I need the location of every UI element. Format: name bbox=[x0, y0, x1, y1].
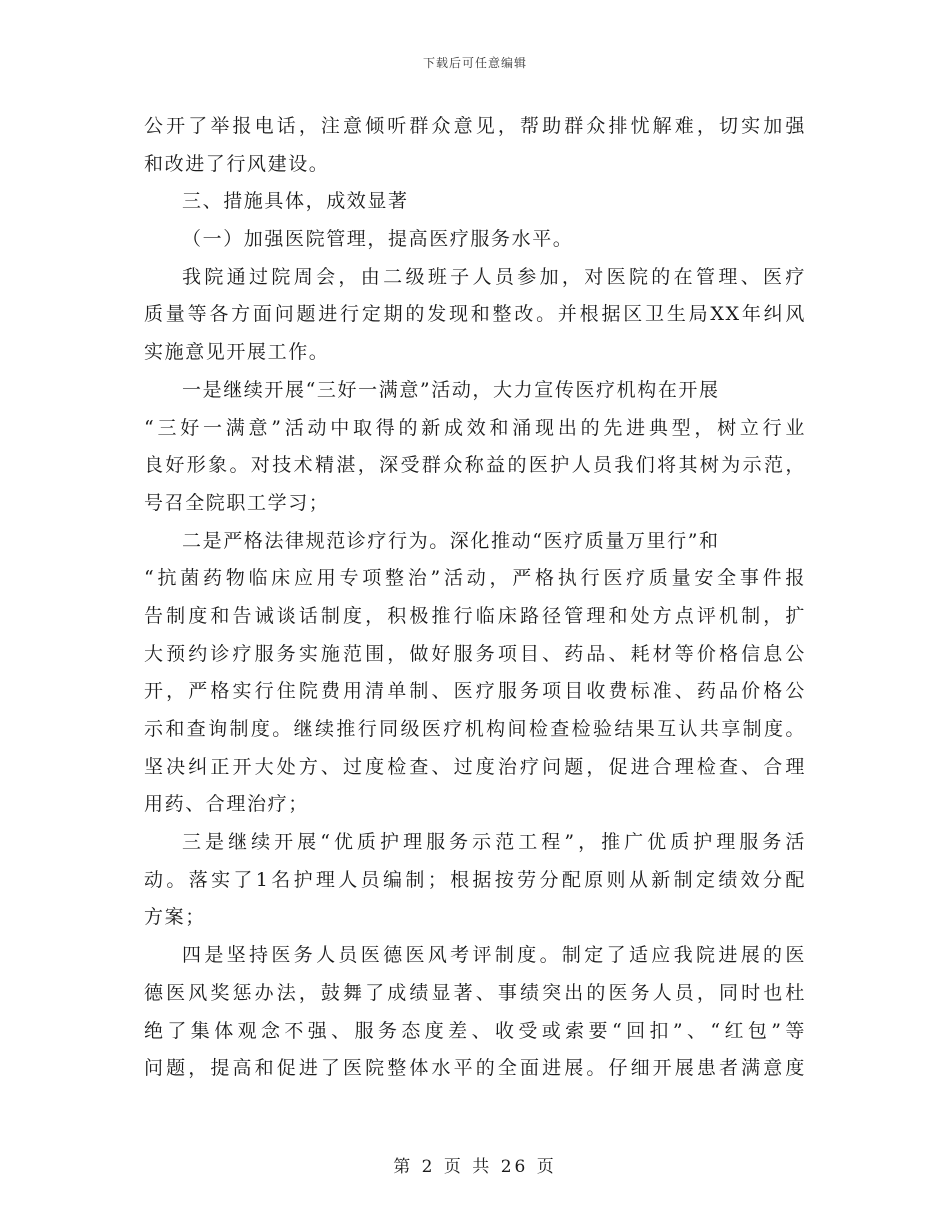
document-body bbox=[144, 108, 806, 1088]
text-line: 问题，提高和促进了医院整体水平的全面进展。仔细开展患者满意度 bbox=[144, 1057, 806, 1080]
text-line: 质量等各方面问题进行定期的发现和整改。并根据区卫生局XX年纠风 bbox=[144, 303, 806, 326]
text-line: 示和查询制度。继续推行同级医疗机构间检查检验结果互认共享制度。 bbox=[144, 718, 806, 740]
text-line: 一是继续开展“三好一满意”活动，大力宣传医疗机构在开展 bbox=[182, 378, 720, 401]
text-line: 大预约诊疗服务实施范围，做好服务项目、药品、耗材等价格信息公 bbox=[144, 642, 806, 665]
text-line: 我院通过院周会，由二级班子人员参加，对医院的在管理、医疗 bbox=[182, 265, 806, 288]
text-line: 实施意见开展工作。 bbox=[144, 341, 330, 364]
header-note: 下载后可任意编辑 bbox=[422, 56, 527, 70]
text-line: 绝了集体观念不强、服务态度差、收受或索要“回扣”、“红包”等 bbox=[144, 1019, 806, 1042]
section-heading: 三、措施具体，成效显著 bbox=[182, 190, 409, 213]
text-line: 坚决纠正开大处方、过度检查、过度治疗问题，促进合理检查、合理 bbox=[144, 755, 806, 778]
text-line: 告制度和告诫谈话制度，积极推行临床路径管理和处方点评机制，扩 bbox=[144, 604, 806, 627]
text-line: 良好形象。对技术精湛，深受群众称益的医护人员我们将其树为示范， bbox=[144, 454, 806, 477]
text-line: “三好一满意”活动中取得的新成效和涌现出的先进典型，树立行业 bbox=[144, 416, 806, 439]
text-line: 开，严格实行住院费用清单制、医疗服务项目收费标准、药品价格公 bbox=[144, 680, 806, 703]
text-line: 公开了举报电话，注意倾听群众意见，帮助群众排忧解难，切实加强 bbox=[144, 115, 806, 137]
text-line: 和改进了行风建设。 bbox=[144, 152, 330, 175]
text-line: 动。落实了1名护理人员编制；根据按劳分配原则从新制定绩效分配 bbox=[144, 868, 806, 891]
page-number: 第 2 页 共 26 页 bbox=[393, 1157, 557, 1177]
subsection-heading: （一）加强医院管理，提高医疗服务水平。 bbox=[182, 228, 574, 251]
text-line: 四是坚持医务人员医德医风考评制度。制定了适应我院进展的医 bbox=[182, 944, 806, 967]
text-line: 方案； bbox=[144, 906, 206, 929]
text-line: 二是严格法律规范诊疗行为。深化推动“医疗质量万里行”和 bbox=[182, 529, 720, 552]
text-line: 德医风奖惩办法，鼓舞了成绩显著、事绩突出的医务人员，同时也杜 bbox=[144, 981, 806, 1004]
text-line: 用药、合理治疗； bbox=[144, 793, 309, 816]
text-line: 号召全院职工学习； bbox=[144, 491, 330, 514]
text-line: “抗菌药物临床应用专项整治”活动，严格执行医疗质量安全事件报 bbox=[144, 567, 806, 590]
text-line: 三是继续开展“优质护理服务示范工程”，推广优质护理服务活 bbox=[182, 831, 806, 854]
